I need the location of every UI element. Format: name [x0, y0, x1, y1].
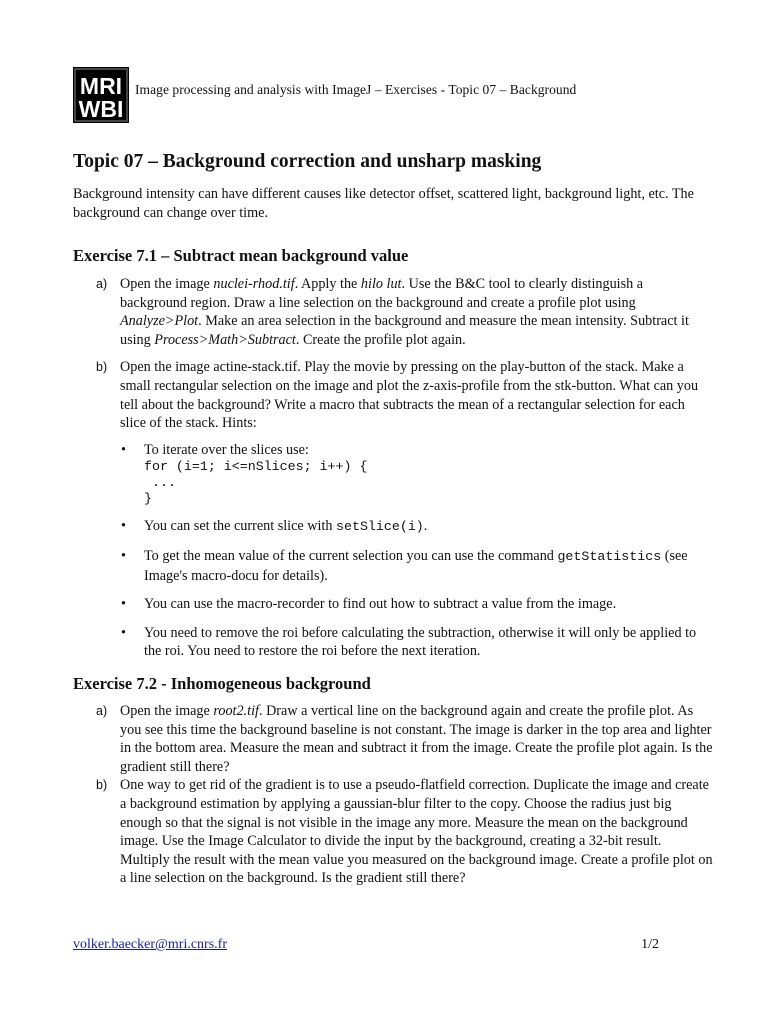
mri-wbi-logo [73, 67, 129, 123]
exercise-7-2-heading: Exercise 7.2 - Inhomogeneous background [73, 674, 371, 693]
item-marker: a) [96, 277, 108, 291]
code-inline: setSlice(i) [336, 519, 424, 535]
filename-nuclei-rhod: nuclei-rhod.tif [213, 276, 295, 292]
hint-set-slice: • You can set the current slice with setSlice(i). [120, 517, 713, 537]
code-line: for (i=1; i<=nSlices; i++) { [144, 459, 368, 475]
filename-root2: root2.tif [213, 703, 259, 719]
hint-macro-recorder: • You can use the macro-recorder to find out how to subtract a value from the image. [120, 595, 713, 614]
page-title: Topic 07 – Background correction and unsharp masking [73, 151, 542, 172]
page-header [73, 67, 576, 123]
menu-path-subtract: Process>Math>Subtract [154, 331, 296, 348]
item-marker: b) [96, 360, 108, 375]
code-line: } [144, 491, 152, 507]
hint-remove-roi: • You need to remove the roi before calculating the subtraction, otherwise it will only be applied to the roi. You need to restore the roi before the next iteration. [120, 624, 713, 661]
exercise-7-1-heading: Exercise 7.1 – Subtract mean background value [73, 246, 409, 265]
intro-paragraph: Background intensity can have different causes like detector offset, scattered light, background light, etc. The background can change over time. [73, 186, 694, 221]
code-line: ... [144, 475, 176, 491]
exercise-7-2-list [73, 702, 713, 888]
exercise-7-1-b: b) Open the image actine-stack.tif. Play the movie by pressing on the play-button of the stack. Make a small rectangular selection on the image and plot the z-axis-profile from the stk-button. What can you tell about the background? Write a macro that subtracts the mean of a rectangular selection for each slice of the stack. Hints: • To iterate over the slices use: for (i=1; i<=nSlices; i++) { ... } • You can set the current slice with setSlice(i). • To get the mean value of the current selection you can use the command getStatistics (see Image's macro-docu for details). • You can use the macro-recorder to find out how to subtract a value from the image. • You need to remove the roi before calculating the subtraction, otherwise it will only be applied to the roi. You need to restore the roi before the next iteration. [73, 358, 713, 661]
menu-path-plot: Analyze>Plot [120, 313, 199, 330]
exercise-7-1-list [73, 275, 713, 661]
exercise-7-1-a: a) Open the image nuclei-rhod.tif. Apply the hilo lut. Use the B&C tool to clearly distinguish a background region. Draw a line selection on the background and create a profile plot using Analyze>Plot. Make an area selection in the background and measure the mean intensity. Subtract it using Process>Math>Subtract. Create the profile plot again. [96, 276, 689, 348]
lut-name: hilo lut [360, 276, 402, 292]
exercise-7-2-b: b) One way to get rid of the gradient is to use a pseudo-flatfield correction. Duplicate the image and create a background estimation by applying a gaussian-blur filter to the copy. Choose the radius just big enough so that the signal is not visible in the image any more. Measure the mean on the background image. Use the Image Calculator to divide the input by the background, creating a 32-bit result. Multiply the result with the mean value you measured on the background image. Create a profile plot on a line selection on the background. Is the gradient still there? [96, 777, 713, 887]
logo-bottom-text: WBI [78, 96, 124, 122]
page-number: 1/2 [641, 937, 659, 952]
hint-get-statistics: • To get the mean value of the current selection you can use the command getStatistics (see Image's macro-docu for details). [120, 547, 713, 585]
item-marker: a) [96, 704, 108, 718]
hints-list [120, 441, 713, 661]
logo-top-text: MRI [79, 73, 123, 99]
page-footer [73, 937, 659, 953]
hint-iterate: • To iterate over the slices use: for (i=1; i<=nSlices; i++) { ... } [120, 441, 713, 508]
item-marker: b) [96, 778, 108, 793]
author-email-link[interactable]: volker.baecker@mri.cnrs.fr [73, 937, 227, 952]
header-title: Image processing and analysis with ImageJ – Exercises - Topic 07 – Background [135, 82, 577, 97]
exercise-7-2-a: a) Open the image root2.tif. Draw a vertical line on the background again and create the profile plot. As you see this time the background baseline is not constant. The image is darker in the top area and lighter in the bottom area. Measure the mean and subtract it from the image. Create the profile plot again. Is the gradient still there? [96, 703, 713, 775]
code-inline: getStatistics [557, 548, 662, 564]
